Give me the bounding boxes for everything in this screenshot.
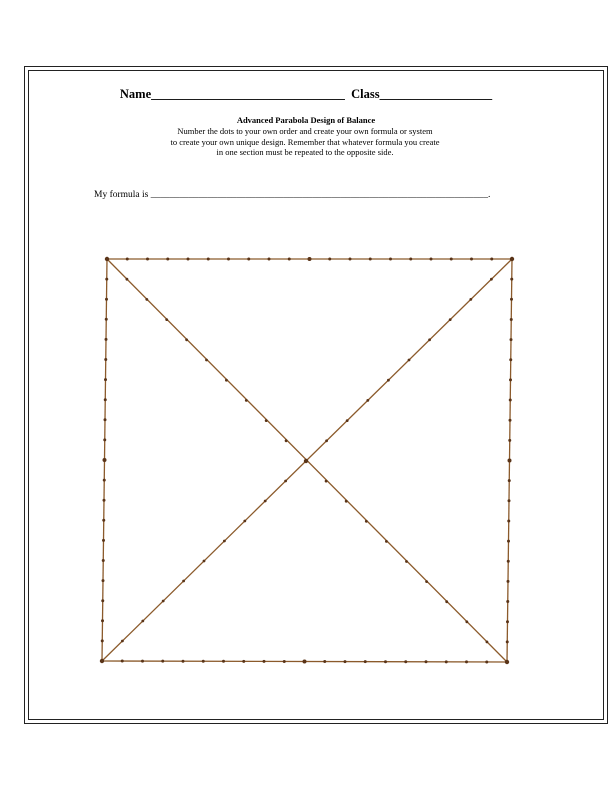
side-dot[interactable] (510, 278, 513, 281)
corner-dot[interactable] (510, 257, 514, 261)
diagonal-dot[interactable] (428, 338, 431, 341)
side-dot[interactable] (510, 298, 513, 301)
side-dot[interactable] (509, 419, 512, 422)
corner-dot[interactable] (100, 659, 104, 663)
side-dot[interactable] (389, 258, 392, 261)
diagonal-dot[interactable] (405, 560, 408, 563)
class-label: Class (351, 87, 380, 101)
side-dot[interactable] (508, 479, 511, 482)
side-dot[interactable] (146, 258, 149, 261)
formula-field[interactable]: _______________________________________________________________________. (150, 190, 491, 200)
diagonal-dot[interactable] (445, 600, 448, 603)
diagonal-dot[interactable] (385, 540, 388, 543)
side-dot[interactable] (102, 579, 105, 582)
side-dot[interactable] (102, 559, 105, 562)
side-dot[interactable] (105, 338, 108, 341)
side-dot[interactable] (349, 258, 352, 261)
side-dot[interactable] (102, 519, 105, 522)
diagonal-dot[interactable] (203, 560, 206, 563)
side-dot[interactable] (303, 660, 307, 664)
side-dot[interactable] (507, 560, 510, 563)
class-field[interactable]: __________________ (379, 87, 493, 101)
diagonal-dot[interactable] (345, 500, 348, 503)
formula-label: My formula is (94, 190, 149, 200)
diagonal-dot[interactable] (225, 379, 228, 382)
side-dot[interactable] (425, 660, 428, 663)
side-dot[interactable] (450, 258, 453, 261)
diagonal-dot[interactable] (365, 520, 368, 523)
side-dot[interactable] (227, 258, 230, 261)
side-dot[interactable] (103, 438, 106, 441)
diagonal-dot[interactable] (366, 399, 369, 402)
side-dot[interactable] (202, 660, 205, 663)
diagonal-dot[interactable] (162, 600, 165, 603)
side-dot[interactable] (104, 418, 107, 421)
side-dot[interactable] (263, 660, 266, 663)
side-dot[interactable] (506, 600, 509, 603)
diagonal-dot[interactable] (449, 318, 452, 321)
side-dot[interactable] (490, 258, 493, 261)
diagonal-dot[interactable] (165, 318, 168, 321)
side-dot[interactable] (103, 499, 106, 502)
diagonal-dot[interactable] (387, 379, 390, 382)
side-dot[interactable] (506, 620, 509, 623)
diagonal-dot[interactable] (141, 620, 144, 623)
side-dot[interactable] (465, 660, 468, 663)
side-dot[interactable] (104, 398, 107, 401)
side-dot[interactable] (166, 258, 169, 261)
diagonal-dot[interactable] (469, 298, 472, 301)
side-dot[interactable] (207, 258, 210, 261)
diagonal-dot[interactable] (223, 540, 226, 543)
side-dot[interactable] (510, 318, 513, 321)
diagonal-dot[interactable] (264, 500, 267, 503)
side-dot[interactable] (105, 278, 108, 281)
worksheet-title: Advanced Parabola Design of Balance (236, 115, 376, 125)
side-dot[interactable] (508, 499, 511, 502)
side-dot[interactable] (507, 519, 510, 522)
side-dot[interactable] (103, 479, 106, 482)
diagonal-dot[interactable] (325, 480, 328, 483)
instruction-line: Number the dots to your own order and create your own formula or system (177, 126, 433, 136)
corner-dot[interactable] (505, 660, 509, 664)
side-dot[interactable] (101, 619, 104, 622)
side-dot[interactable] (344, 660, 347, 663)
side-dot[interactable] (187, 258, 190, 261)
side-dot[interactable] (508, 459, 512, 463)
diagonal-dot[interactable] (245, 399, 248, 402)
diagonal-dot[interactable] (285, 439, 288, 442)
side-dot[interactable] (247, 258, 250, 261)
side-dot[interactable] (409, 258, 412, 261)
side-dot[interactable] (507, 540, 510, 543)
diagonal-dot[interactable] (145, 298, 148, 301)
side-dot[interactable] (506, 640, 509, 643)
diagonal-dot[interactable] (185, 338, 188, 341)
side-dot[interactable] (328, 258, 331, 261)
side-dot[interactable] (104, 378, 107, 381)
side-dot[interactable] (141, 660, 144, 663)
side-dot[interactable] (509, 378, 512, 381)
side-dot[interactable] (509, 358, 512, 361)
name-label: Name (119, 87, 152, 101)
side-dot[interactable] (101, 599, 104, 602)
side-dot[interactable] (445, 660, 448, 663)
diagonal-dot[interactable] (205, 359, 208, 362)
diagonal-dot[interactable] (408, 359, 411, 362)
side-dot[interactable] (288, 258, 291, 261)
side-dot[interactable] (105, 318, 108, 321)
instruction-line: in one section must be repeated to the opposite side. (216, 147, 394, 157)
diagonal-dot[interactable] (284, 480, 287, 483)
side-dot[interactable] (126, 258, 129, 261)
side-dot[interactable] (105, 298, 108, 301)
side-dot[interactable] (510, 338, 513, 341)
diagonal-dot[interactable] (325, 439, 328, 442)
side-dot[interactable] (384, 660, 387, 663)
side-dot[interactable] (268, 258, 271, 261)
diagonal-dot[interactable] (121, 640, 124, 643)
side-dot[interactable] (323, 660, 326, 663)
side-dot[interactable] (308, 257, 312, 261)
side-dot[interactable] (509, 399, 512, 402)
diagonal-dot[interactable] (465, 620, 468, 623)
side-dot[interactable] (101, 639, 104, 642)
diagonal-dot[interactable] (346, 419, 349, 422)
side-dot[interactable] (102, 539, 105, 542)
diagonal-dot[interactable] (486, 641, 489, 644)
side-dot[interactable] (369, 258, 372, 261)
side-dot[interactable] (283, 660, 286, 663)
corner-dot[interactable] (105, 257, 109, 261)
diagonal-dot[interactable] (425, 580, 428, 583)
instruction-line: to create your own unique design. Remember that whatever formula you create (170, 136, 440, 147)
name-field[interactable]: _______________________________ (151, 87, 345, 101)
diagonal-dot[interactable] (243, 520, 246, 523)
side-dot[interactable] (103, 458, 107, 462)
diagonal-dot[interactable] (490, 278, 493, 281)
side-dot[interactable] (121, 660, 124, 663)
diagonal-dot[interactable] (126, 278, 129, 281)
side-dot[interactable] (104, 358, 107, 361)
side-dot[interactable] (364, 660, 367, 663)
side-dot[interactable] (507, 580, 510, 583)
side-dot[interactable] (222, 660, 225, 663)
side-dot[interactable] (404, 660, 407, 663)
side-dot[interactable] (182, 660, 185, 663)
side-dot[interactable] (161, 660, 164, 663)
side-dot[interactable] (508, 439, 511, 442)
side-dot[interactable] (485, 660, 488, 663)
diagonal-dot[interactable] (182, 580, 185, 583)
center-dot[interactable] (304, 459, 308, 463)
side-dot[interactable] (242, 660, 245, 663)
side-dot[interactable] (470, 258, 473, 261)
side-dot[interactable] (430, 258, 433, 261)
diagonal-dot[interactable] (265, 419, 268, 422)
